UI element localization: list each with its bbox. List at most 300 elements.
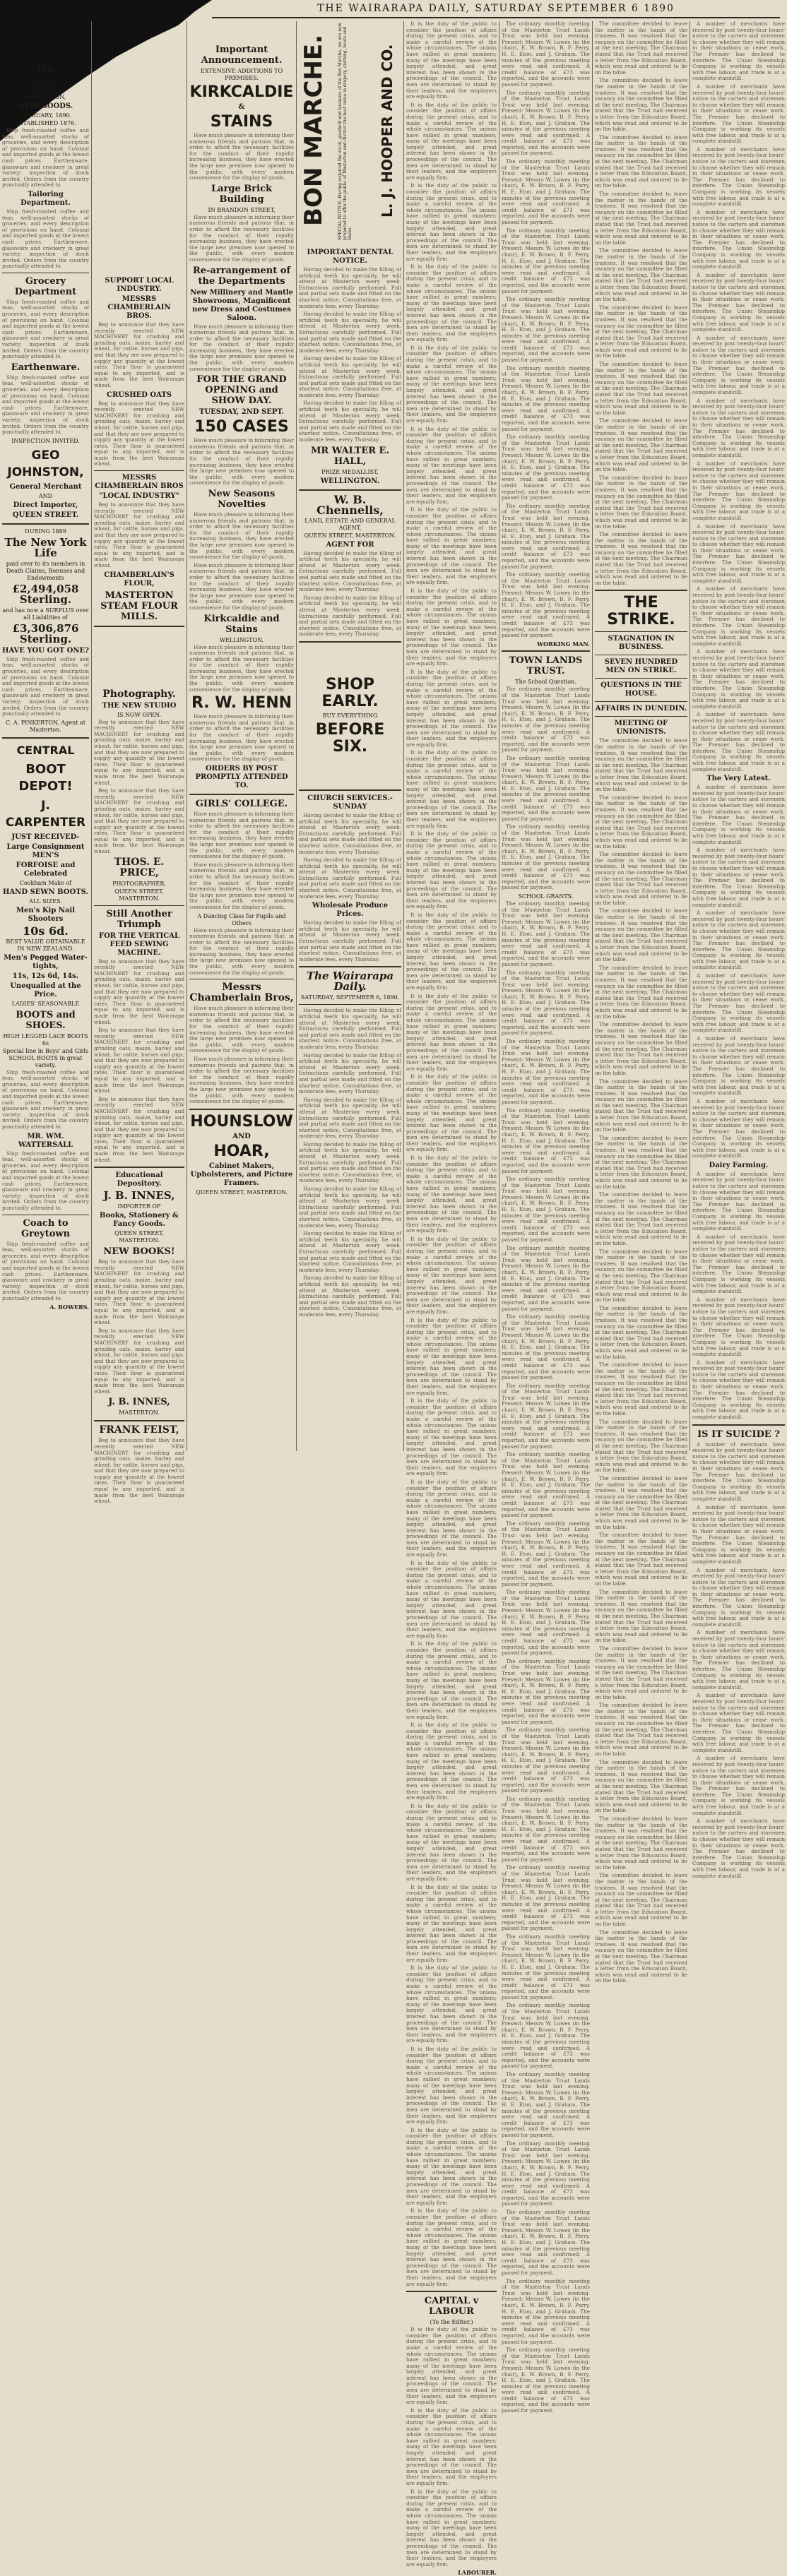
heading: Photography. <box>102 688 176 700</box>
paragraph: Having decided to make the filling of artificial teeth his speciality, he will attend at Masterton every week. Extractions carefully performed. Full and partial sets made and fitted on the shortest notice. Consultations free, at moderate fees, every Thursday. <box>299 355 401 398</box>
column-8 <box>690 20 787 1879</box>
heading: Wholesale Produce Prices. <box>312 902 389 919</box>
heading: FOR THE VERTICAL FEED SEWING MACHINE. <box>99 931 179 957</box>
paragraph: Ship fresh-roasted coffee and teas, well-assorted stocks of groceries, and every description of provisions on hand. Colonial and imported goods at the lowest cash prices. Earthenware, glassware and crockery in great variety; inspection of stock invited. Orders from the country punctually attended to. <box>2 298 89 360</box>
line: QUEEN STREET, MASTERTON. <box>196 1188 288 1195</box>
paragraph: Beg to announce that they have recently erected NEW MACHINERY for crushing and grinding oats, maize, barley and wheat, for cattle, horses and pigs, and that they are now prepared to supply any quantity at the lowest rates. Their flour is guaranteed equal to any imported, and is made from the best Wairarapa wheat. <box>94 718 184 786</box>
heading: IMPORTANT DENTAL NOTICE. <box>307 249 394 265</box>
column-7 <box>593 20 690 1984</box>
line: HIGH LEGGED LACE BOOTS 6s <box>3 1032 88 1046</box>
paragraph: It is the duty of the public to consider the position of affairs during the present crisis, and to make a careful review of the whole circumstances. The unions have rallied in great numbers; many of the meetings have been largely attended, and great interest has been shown in the proceedings of the council. The men are determined to stand by their leaders, and the employers are equally firm. <box>406 344 497 424</box>
paragraph: A number of merchants have received by post twenty-four hours' notice to the carters and storemen to choose whether they will remain in their situations or cease work. The Premier has declined to interfere. The Union Steamship Company is working its vessels with free labour, and trade is at a complete standstill. <box>692 1296 785 1358</box>
paragraph: The ordinary monthly meeting of the Masterton Trust Lands Trust was held last evening. Present: Messrs W. Lowes (in the chair), E. W. Brown, B. F. Perry, H. E. Eton, and J. Graham. The minutes of the previous meeting were read and confirmed. A credit balance of £73 was reported, and the accounts were passed for payment. <box>502 1864 590 1932</box>
paragraph: The committee decided to leave the matter in the hands of the trustees. It was resolved that the vacancy on the committee be filled at the next meeting. The Chairman stated that the Trust had received a letter from the Education Board, which was read and ordered to lie on the table. <box>595 361 687 416</box>
vertical-advert-text: SPECIAL NOTICE.-Having acquired the stock, goodwill and business of the Bon Marche, we are now prepared to offer the public of Masterton and district the best value in drapery, clothing, boots and shoes. <box>338 21 379 240</box>
paragraph: The ordinary monthly meeting of the Masterton Trust Lands Trust was held last evening. Present: Messrs W. Lowes (in the chair), E. W. Brown, B. F. Perry, H. E. Eton, and J. Graham. The minutes of the previous meeting were read and confirmed. A credit balance of £73 was reported, and the accounts were passed for payment. <box>502 823 590 891</box>
paragraph: It is the duty of the public to consider the position of affairs during the present crisis, and to make a careful review of the whole circumstances. The unions have rallied in great numbers; many of the meetings have been largely attended, and great interest has been shown in the proceedings of the council. The men are determined to stand by their leaders, and the employers are equally firm. <box>406 830 497 910</box>
line: ESTABLISHED 1876. <box>15 120 76 126</box>
line: BUY EVERYTHING <box>322 712 378 719</box>
signature: LABOURER. <box>458 2569 497 2576</box>
paragraph: Have much pleasure in informing their numerous friends and patrons that, in order to afford the necessary facilities for the conduct of their rapidly increasing business, they have erected the large new premises now opened to the public, with every modern convenience for the display of goods. <box>189 1005 294 1054</box>
heading: Cabinet Makers, Upholsterers, and Picture Framers. <box>190 1162 293 1187</box>
paragraph: It is the duty of the public to consider the position of affairs during the present crisis, and to make a careful review of the whole circumstances. The unions have rallied in great numbers; many of the meetings have been largely attended, and great interest has been shown in the proceedings of the council. The men are determined to stand by their leaders, and the employers are equally firm. <box>406 911 497 991</box>
paragraph: The ordinary monthly meeting of the Masterton Trust Lands Trust was held last evening. Present: Messrs W. Lowes (in the chair), E. W. Brown, B. F. Perry, H. E. Eton, and J. Graham. The minutes of the previous meeting were read and confirmed. A credit balance of £73 was reported, and the accounts were passed for payment. <box>502 296 590 364</box>
paragraph: A number of merchants have received by post twenty-four hours' notice to the carters and storemen to choose whether they will remain in their situations or cease work. The Premier has declined to interfere. The Union Steamship Company is working its vessels with free labour, and trade is at a complete standstill. <box>692 83 785 145</box>
paragraph: A number of merchants have received by post twenty-four hours' notice to the carters and storemen to choose whether they will remain in their situations or cease work. The Premier has declined to interfere. The Union Steamship Company is working its vessels with free labour, and trade is at a complete standstill. <box>692 1692 785 1753</box>
paragraph: The committee decided to leave the matter in the hands of the trustees. It was resolved that the vacancy on the committee be filled at the next meeting. The Chairman stated that the Trust had received a letter from the Education Board, which was read and ordered to lie on the table. <box>595 964 687 1020</box>
paragraph: The committee decided to leave the matter in the hands of the trustees. It was resolved that the vacancy on the committee be filled at the next meeting. The Chairman stated that the Trust had received a letter from the Education Board, which was read and ordered to lie on the table. <box>595 1645 687 1700</box>
advert-title: J. CARPENTER <box>5 798 86 830</box>
heading: Still Another Triumph <box>106 908 172 930</box>
paragraph: The committee decided to leave the matter in the hands of the trustees. It was resolved that the vacancy on the committee be filled at the next meeting. The Chairman stated that the Trust had received a letter from the Education Board, which was read and ordered to lie on the table. <box>595 474 687 530</box>
paragraph: A number of merchants have received by post twenty-four hours' notice to the carters and storemen to choose whether they will remain in their situations or cease work. The Premier has declined to interfere. The Union Steamship Company is working its vessels with free labour, and trade is at a complete standstill. <box>692 271 785 333</box>
paragraph: Have much pleasure in informing their numerous friends and patrons that, in order to afford the necessary facilities for the conduct of their rapidly increasing business, they have erected the large new premises now opened to the public, with every modern convenience for the display of goods. <box>189 811 294 860</box>
heading: FOR THE GRAND OPENING and SHOW DAY. <box>196 374 287 407</box>
heading: New Millinery and Mantle Showrooms, Magnificent new Dress and Costumes Saloon. <box>190 288 293 322</box>
heading: SEVEN HUNDRED MEN ON STRIKE. <box>604 658 678 675</box>
heading: AFFAIRS IN DUNEDIN. <box>595 705 687 713</box>
heading: £3,306,876 Sterling. <box>12 621 79 645</box>
paragraph: The ordinary monthly meeting of the Masterton Trust Lands Trust was held last evening. Present: Messrs W. Lowes (in the chair), E. W. Brown, B. F. Perry, H. E. Eton, and J. Graham. The minutes of the previous meeting were read and confirmed. A credit balance of £73 was reported, and the accounts were passed for payment. <box>502 1038 590 1105</box>
heading: TO- <box>36 66 55 76</box>
line: AND <box>38 492 53 499</box>
paragraph: A number of merchants have received by post twenty-four hours' notice to the carters and storemen to choose whether they will remain in their situations or cease work. The Premier has declined to interfere. The Union Steamship Company is working its vessels with free labour, and trade is at a complete standstill. <box>692 1233 785 1295</box>
heading: J. B. INNES, <box>108 1397 170 1408</box>
heading: New Seasons Novelties <box>208 489 276 510</box>
heading: BOOTS and SHOES. <box>16 1009 76 1031</box>
paragraph: The committee decided to leave the matter in the hands of the trustees. It was resolved that the vacancy on the committee be filled at the next meeting. The Chairman stated that the Trust had received a letter from the Education Board, which was read and ordered to lie on the table. <box>595 417 687 473</box>
paragraph: Beg to announce that they have recently erected NEW MACHINERY for crushing and grinding oats, maize, barley and wheat, for cattle, horses and pigs, and that they are now prepared to supply any quantity at the lowest rates. Their flour is guaranteed equal to any imported, and is made from the best Wairarapa wheat. <box>94 400 184 467</box>
paragraph: Ship fresh-roasted coffee and teas, well-assorted stocks of groceries, and every description of provisions on hand. Colonial and imported goods at the lowest cash prices. Earthenware, glassware and crockery in great variety; inspection of stock invited. Orders from the country punctually attended to. <box>2 374 89 436</box>
heading: Coach to Greytown <box>20 1217 71 1239</box>
line: erchan <box>35 78 56 85</box>
column-1 <box>0 21 92 1451</box>
paragraph: A number of merchants have received by post twenty-four hours' notice to the carters and storemen to choose whether they will remain in their situations or cease work. The Premier has declined to interfere. The Union Steamship Company is working its vessels with free labour, and trade is at a complete standstill. <box>692 1170 785 1232</box>
paragraph: A number of merchants have received by post twenty-four hours' notice to the carters and storemen to choose whether they will remain in their situations or cease work. The Premier has declined to interfere. The Union Steamship Company is working its vessels with free labour, and trade is at a complete standstill. <box>692 208 785 270</box>
paragraph: The ordinary monthly meeting of the Masterton Trust Lands Trust was held last evening. Present: Messrs W. Lowes (in the chair), E. W. Brown, B. F. Perry, H. E. Eton, and J. Graham. The minutes of the previous meeting were read and confirmed. A credit balance of £73 was reported, and the accounts were passed for payment. <box>502 364 590 432</box>
paragraph: The ordinary monthly meeting of the Masterton Trust Lands Trust was held last evening. Present: Messrs W. Lowes (in the chair), E. W. Brown, B. F. Perry, H. E. Eton, and J. Graham. The minutes of the previous meeting were read and confirmed. A credit balance of £73 was reported, and the accounts were passed for payment. <box>502 434 590 501</box>
paragraph: A number of merchants have received by post twenty-four hours' notice to the carters and storemen to choose whether they will remain in their situations or cease work. The Premier has declined to interfere. The Union Steamship Company is working its vessels with free labour, and trade is at a complete standstill. <box>692 1566 785 1628</box>
line: QUEEN STREET, MASTERTON. <box>114 1230 164 1244</box>
paragraph: The ordinary monthly meeting of the Masterton Trust Lands Trust was held last evening. Present: Messrs W. Lowes (in the chair), E. W. Brown, B. F. Perry, H. E. Eton, and J. Graham. The minutes of the previous meeting were read and confirmed. A credit balance of £73 was reported, and the accounts were passed for payment. <box>502 2071 590 2138</box>
line: MASTERTON. <box>119 1409 160 1417</box>
paragraph: It is the duty of the public to consider the position of affairs during the present crisis, and to make a careful review of the whole circumstances. The unions have rallied in great numbers; many of the meetings have been largely attended, and great interest has been shown in the proceedings of the council. The men are determined to stand by their leaders, and the employers are equally firm. <box>406 1397 497 1477</box>
paragraph: Beg to announce that they have recently erected NEW MACHINERY for crushing and grinding oats, maize, barley and wheat, for cattle, horses and pigs, and that they are now prepared to supply any quantity at the lowest rates. Their flour is guaranteed equal to any imported, and is made from the best Wairarapa wheat. <box>94 1437 184 1505</box>
heading: Grocery Department <box>14 275 77 297</box>
paragraph: The committee decided to leave the matter in the hands of the trustees. It was resolved that the vacancy on the committee be filled at the next meeting. The Chairman stated that the Trust had received a letter from the Education Board, which was read and ordered to lie on the table. <box>595 1928 687 1984</box>
paragraph: It is the duty of the public to consider the position of affairs during the present crisis, and to make a careful review of the whole circumstances. The unions have rallied in great numbers; many of the meetings have been largely attended, and great interest has been shown in the proceedings of the council. The men are determined to stand by their leaders, and the employers are equally firm. <box>406 588 497 667</box>
advert-title: GEO JOHNSTON, <box>7 448 84 479</box>
paragraph: A number of merchants have received by post twenty-four hours' notice to the carters and storemen to choose whether they will remain in their situations or cease work. The Premier has declined to interfere. The Union Steamship Company is working its vessels with free labour, and trade is at a complete standstill. <box>692 523 785 584</box>
line: SATURDAY, SEPTEMBER 6, 1890. <box>300 994 400 1001</box>
paragraph: A number of merchants have received by post twenty-four hours' notice to the carters and storemen to choose whether they will remain in their situations or cease work. The Premier has declined to interfere. The Union Steamship Company is working its vessels with free labour, and trade is at a complete standstill. <box>692 145 785 208</box>
paragraph: It is the duty of the public to consider the position of affairs during the present crisis, and to make a careful review of the whole circumstances. The unions have rallied in great numbers; many of the meetings have been largely attended, and great interest has been shown in the proceedings of the council. The men are determined to stand by their leaders, and the employers are equally firm. <box>406 1722 497 1801</box>
paragraph: The committee decided to leave the matter in the hands of the trustees. It was resolved that the vacancy on the committee be filled at the next meeting. The Chairman stated that the Trust had received a letter from the Education Board, which was read and ordered to lie on the table. <box>595 1248 687 1304</box>
paragraph: The ordinary monthly meeting of the Masterton Trust Lands Trust was held last evening. Present: Messrs W. Lowes (in the chair), E. W. Brown, B. F. Perry, H. E. Eton, and J. Graham. The minutes of the previous meeting were read and confirmed. A credit balance of £73 was reported, and the accounts were passed for payment. <box>502 900 590 967</box>
heading: QUEEN STREET. <box>12 511 79 519</box>
paragraph: It is the duty of the public to consider the position of affairs during the present crisis, and to make a careful review of the whole circumstances. The unions have rallied in great numbers; many of the meetings have been largely attended, and great interest has been shown in the proceedings of the council. The men are determined to stand by their leaders, and the employers are equally firm. <box>406 1235 497 1315</box>
paragraph: The ordinary monthly meeting of the Masterton Trust Lands Trust was held last evening. Present: Messrs W. Lowes (in the chair), E. W. Brown, B. F. Perry, H. E. Eton, and J. Graham. The minutes of the previous meeting were read and confirmed. A credit balance of £73 was reported, and the accounts were passed for payment. <box>502 502 590 570</box>
line: QUEEN STREET, MASTERTON. <box>114 888 164 902</box>
paragraph: Have much pleasure in informing their numerous friends and patrons that, in order to afford the necessary facilities for the conduct of their rapidly increasing business, they have erected the large new premises now opened to the public, with every modern convenience for the display of goods. <box>189 323 294 372</box>
paragraph: Have much pleasure in informing their numerous friends and patrons that, in order to afford the necessary facilities for the conduct of their rapidly increasing business, they have erected the large new premises now opened to the public, with every modern convenience for the display of goods. <box>189 1056 294 1105</box>
paragraph: A number of merchants have received by post twenty-four hours' notice to the carters and storemen to choose whether they will remain in their situations or cease work. The Premier has declined to interfere. The Union Steamship Company is working its vessels with free labour, and trade is at a complete standstill. <box>692 1503 785 1565</box>
paragraph: The ordinary monthly meeting of the Masterton Trust Lands Trust was held last evening. Present: Messrs W. Lowes (in the chair), E. W. Brown, B. F. Perry, H. E. Eton, and J. Graham. The minutes of the previous meeting were read and confirmed. A credit balance of £73 was reported, and the accounts were passed for payment. <box>502 754 590 822</box>
heading: Men's Kip Nail Shooters <box>16 906 76 923</box>
heading: Books, Stationery & Fancy Goods. <box>100 1212 179 1229</box>
heading: NEW BOOKS! <box>103 1246 175 1258</box>
column-5 <box>404 20 499 2576</box>
heading: & <box>238 103 245 111</box>
paragraph: Ship fresh-roasted coffee and teas, well-assorted stocks of groceries, and every description of provisions on hand. Colonial and imported goods at the lowest cash prices. Earthenware, glassware and crockery in great variety; inspection of stock invited. Orders from the country punctually attended to. <box>2 655 89 717</box>
paragraph: A number of merchants have received by post twenty-four hours' notice to the carters and storemen to choose whether they will remain in their situations or cease work. The Premier has declined to interfere. The Union Steamship Company is working its vessels with free labour, and trade is at a complete standstill. <box>692 1818 785 1879</box>
paragraph: Have much pleasure in informing their numerous friends and patrons that, in order to afford the necessary facilities for the conduct of their rapidly increasing business, they have erected the large new premises now opened to the public, with every modern convenience for the display of goods. <box>189 511 294 561</box>
advert-title: HOAR, <box>213 1142 270 1160</box>
paragraph: It is the duty of the public to consider the position of affairs during the present crisis, and to make a careful review of the whole circumstances. The unions have rallied in great numbers; many of the meetings have been largely attended, and great interest has been shown in the proceedings of the council. The men are determined to stand by their leaders, and the employers are equally firm. <box>406 2488 497 2568</box>
paragraph: The ordinary monthly meeting of the Masterton Trust Lands Trust was held last evening. Present: Messrs W. Lowes (in the chair), E. W. Brown, B. F. Perry, H. E. Eton, and J. Graham. The minutes of the previous meeting were read and confirmed. A credit balance of £73 was reported, and the accounts were passed for payment. <box>502 1657 590 1725</box>
heading: CHURCH SERVICES.-SUNDAY <box>307 794 393 811</box>
heading: Large Brick Building <box>211 183 272 205</box>
heading: Re-arrangement of the Departments <box>192 265 291 287</box>
paragraph: A number of merchants have received by post twenty-four hours' notice to the carters and storemen to choose whether they will remain in their situations or cease work. The Premier has declined to interfere. The Union Steamship Company is working its vessels with free labour, and trade is at a complete standstill. <box>692 397 785 458</box>
advert-title: THE STRIKE. <box>607 594 675 629</box>
paragraph: The ordinary monthly meeting of the Masterton Trust Lands Trust was held last evening. Present: Messrs W. Lowes (in the chair), E. W. Brown, B. F. Perry, H. E. Eton, and J. Graham. The minutes of the previous meeting were read and confirmed. A credit balance of £73 was reported, and the accounts were passed for payment. <box>502 2347 590 2414</box>
paragraph: Having decided to make the filling of artificial teeth his speciality, he will attend at Masterton every week. Extractions carefully performed. Full and partial sets made and fitted on the shortest notice. Consultations free, at moderate fees, every Thursday. <box>299 400 401 443</box>
hooper-vertical-title: L. J. HOOPER AND CO. <box>379 21 401 240</box>
paragraph: It is the duty of the public to consider the position of affairs during the present crisis, and to make a careful review of the whole circumstances. The unions have rallied in great numbers; many of the meetings have been largely attended, and great interest has been shown in the proceedings of the council. The men are determined to stand by their leaders, and the employers are equally firm. <box>406 1155 497 1234</box>
paragraph: It is the duty of the public to consider the position of affairs during the present crisis, and to make a careful review of the whole circumstances. The unions have rallied in great numbers; many of the meetings have been largely attended, and great interest has been shown in the proceedings of the council. The men are determined to stand by their leaders, and the employers are equally firm. <box>406 992 497 1072</box>
heading: HAND SEWN BOOTS. <box>2 888 89 896</box>
heading: MESSRS CHAMBERLAIN BROS. <box>107 295 171 320</box>
heading: Educational Depository. <box>115 1171 163 1188</box>
line: paid over to its members in Death Claims, Bonuses and Endowments <box>6 560 85 581</box>
heading: Direct Importer, <box>13 501 78 509</box>
heading: The New York Life <box>4 535 87 559</box>
paragraph: Have much pleasure in informing their numerous friends and patrons that, in order to afford the necessary facilities for the conduct of their rapidly increasing business, they have erected the large new premises now opened to the public, with every modern convenience for the display of goods. <box>189 213 294 263</box>
paragraph: It is the duty of the public to consider the position of affairs during the present crisis, and to make a careful review of the whole circumstances. The unions have rallied in great numbers; many of the meetings have been largely attended, and great interest has been shown in the proceedings of the council. The men are determined to stand by their leaders, and the employers are equally firm. <box>406 668 497 748</box>
paragraph: The committee decided to leave the matter in the hands of the trustees. It was resolved that the vacancy on the committee be filled at the next meeting. The Chairman stated that the Trust had received a letter from the Education Board, which was read and ordered to lie on the table. <box>595 1474 687 1530</box>
paragraph: The committee decided to leave the matter in the hands of the trustees. It was resolved that the vacancy on the committee be filled at the next meeting. The Chairman stated that the Trust had received a letter from the Education Board, which was read and ordered to lie on the table. <box>595 1702 687 1758</box>
line: and has now a SURPLUS over all Liabilities of <box>2 607 89 621</box>
paragraph: A number of merchants have received by post twenty-four hours' notice to the carters and storemen to choose whether they will remain in their situations or cease work. The Premier has declined to interfere. The Union Steamship Company is working its vessels with free labour, and trade is at a complete standstill. <box>692 784 785 845</box>
paragraph: Having decided to make the filling of artificial teeth his speciality, he will attend at Masterton every week. Extractions carefully performed. Full and partial sets made and fitted on the shortest notice. Consultations free, at moderate fees, every Thursday. <box>299 266 401 309</box>
paragraph: Having decided to make the filling of artificial teeth his speciality, he will attend at Masterton every week. Extractions carefully performed. Full and partial sets made and fitted on the shortest notice. Consultations free, at moderate fees, every Thursday. <box>299 1140 401 1184</box>
paragraph: The ordinary monthly meeting of the Masterton Trust Lands Trust was held last evening. Present: Messrs W. Lowes (in the chair), E. W. Brown, B. F. Perry, H. E. Eton, and J. Graham. The minutes of the previous meeting were read and confirmed. A credit balance of £73 was reported, and the accounts were passed for payment. <box>502 1795 590 1863</box>
heading: CHAMBERLAIN'S FLOUR, <box>104 571 174 588</box>
paragraph: It is the duty of the public to consider the position of affairs during the present crisis, and to make a careful review of the whole circumstances. The unions have rallied in great numbers; many of the meetings have been largely attended, and great interest has been shown in the proceedings of the council. The men are determined to stand by their leaders, and the employers are equally firm. <box>406 101 497 181</box>
paragraph: Beg to announce that they have recently erected NEW MACHINERY for crushing and grinding oats, maize, barley and wheat, for cattle, horses and pigs, and that they are now prepared to supply any quantity at the lowest rates. Their flour is guaranteed equal to any imported, and is made from the best Wairarapa wheat. <box>94 501 184 568</box>
paragraph: Ship fresh-roasted coffee and teas, well-assorted stocks of groceries, and every description of provisions on hand. Colonial and imported goods at the lowest cash prices. Earthenware, glassware and crockery in great variety; inspection of stock invited. Orders from the country punctually attended to. <box>2 208 89 270</box>
paragraph: Have much pleasure in informing their numerous friends and patrons that, in order to afford the necessary facilities for the conduct of their rapidly increasing business, they have erected the large new premises now opened to the public, with every modern convenience for the display of goods. <box>189 643 294 693</box>
paragraph: Ship fresh-roasted coffee and teas, well-assorted stocks of groceries, and every description of provisions on hand. Colonial and imported goods at the lowest cash prices. Earthenware, glassware and crockery in great variety; inspection of stock invited. Orders from the country punctually attended to. <box>2 127 89 189</box>
paragraph: Having decided to make the filling of artificial teeth his speciality, he will attend at Masterton every week. Extractions carefully performed. Full and partial sets made and fitted on the shortest notice. Consultations free, at moderate fees, every Thursday. <box>299 594 401 638</box>
column-2 <box>92 21 187 1505</box>
paragraph: The ordinary monthly meeting of the Masterton Trust Lands Trust was held last evening. Present: Messrs W. Lowes (in the chair), E. W. Brown, B. F. Perry, H. E. Eton, and J. Graham. The minutes of the previous meeting were read and confirmed. A credit balance of £73 was reported, and the accounts were passed for payment. <box>502 686 590 753</box>
paragraph: The committee decided to leave the matter in the hands of the trustees. It was resolved that the vacancy on the committee be filled at the next meeting. The Chairman stated that the Trust had received a letter from the Education Board, which was read and ordered to lie on the table. <box>595 20 687 76</box>
paragraph: Having decided to make the filling of artificial teeth his speciality, he will attend at Masterton every week. Extractions carefully performed. Full and partial sets made and fitted on the shortest notice. Consultations free, at moderate fees, every Thursday. <box>299 811 401 855</box>
paragraph: The committee decided to leave the matter in the hands of the trustees. It was resolved that the vacancy on the committee be filled at the next meeting. The Chairman stated that the Trust had received a letter from the Education Board, which was read and ordered to lie on the table. <box>595 1134 687 1190</box>
paragraph: It is the duty of the public to consider the position of affairs during the present crisis, and to make a careful review of the whole circumstances. The unions have rallied in great numbers; many of the meetings have been largely attended, and great interest has been shown in the proceedings of the council. The men are determined to stand by their leaders, and the employers are equally firm. <box>406 263 497 343</box>
line: C. A. PINKERTON, Agent at Masterton. <box>5 719 86 733</box>
heading: FORFOISE and Celebrated <box>16 861 76 878</box>
line: EXTENSIVE ADDITIONS TO PREMISES. <box>200 68 283 81</box>
heading: STAGNATION IN BUSINESS. <box>608 635 675 652</box>
paragraph: It is the duty of the public to consider the position of affairs during the present crisis, and to make a careful review of the whole circumstances. The unions have rallied in great numbers; many of the meetings have been largely attended, and great interest has been shown in the proceedings of the council. The men are determined to stand by their leaders, and the employers are equally firm. <box>406 1316 497 1396</box>
heading: W. B. Chennells, <box>316 492 384 517</box>
line: LADIES' SEASONABLE <box>11 1000 80 1007</box>
heading: MASTERTON STEAM FLOUR MILLS. <box>100 590 178 622</box>
paragraph: A number of merchants have received by post twenty-four hours' notice to the carters and storemen to choose whether they will remain in their situations or cease work. The Premier has declined to interfere. The Union Steamship Company is working its vessels with free labour, and trade is at a complete standstill. <box>692 20 785 82</box>
paragraph: It is the duty of the public to consider the position of affairs during the present crisis, and to make a careful review of the whole circumstances. The unions have rallied in great numbers; many of the meetings have been largely attended, and great interest has been shown in the proceedings of the council. The men are determined to stand by their leaders, and the employers are equally firm. <box>406 1883 497 1963</box>
paragraph: It is the duty of the public to consider the position of affairs during the present crisis, and to make a careful review of the whole circumstances. The unions have rallied in great numbers; many of the meetings have been largely attended, and great interest has been shown in the proceedings of the council. The men are determined to stand by their leaders, and the employers are equally firm. <box>406 1478 497 1558</box>
paragraph: The ordinary monthly meeting of the Masterton Trust Lands Trust was held last evening. Present: Messrs W. Lowes (in the chair), E. W. Brown, B. F. Perry, H. E. Eton, and J. Graham. The minutes of the previous meeting were read and confirmed. A credit balance of £73 was reported, and the accounts were passed for payment. <box>502 20 590 88</box>
advert-title: R. W. HENN <box>191 694 292 712</box>
paragraph: A number of merchants have received by post twenty-four hours' notice to the carters and storemen to choose whether they will remain in their situations or cease work. The Premier has declined to interfere. The Union Steamship Company is working its vessels with free labour, and trade is at a complete standstill. <box>692 1097 785 1159</box>
paragraph: The ordinary monthly meeting of the Masterton Trust Lands Trust was held last evening. Present: Messrs W. Lowes (in the chair), E. W. Brown, B. F. Perry, H. E. Eton, and J. Graham. The minutes of the previous meeting were read and confirmed. A credit balance of £73 was reported, and the accounts were passed for payment. <box>502 1176 590 1244</box>
heading: Kirkcaldie and Stains <box>203 613 280 635</box>
paragraph: It is the duty of the public to consider the position of affairs during the present crisis, and to make a careful review of the whole circumstances. The unions have rallied in great numbers; many of the meetings have been largely attended, and great interest has been shown in the proceedings of the council. The men are determined to stand by their leaders, and the employers are equally firm. <box>406 2045 497 2125</box>
advert-title: BEFORE SIX. <box>315 720 385 756</box>
paragraph: Having decided to make the filling of artificial teeth his speciality, he will attend at Masterton every week. Extractions carefully performed. Full and partial sets made and fitted on the shortest notice. Consultations free, at moderate fees, every Thursday. <box>299 311 401 354</box>
heading: The Very Latest. <box>706 775 771 783</box>
paragraph: A number of merchants have received by post twenty-four hours' notice to the carters and storemen to choose whether they will remain in their situations or cease work. The Premier has declined to interfere. The Union Steamship Company is working its vessels with free labour, and trade is at a complete standstill. <box>692 711 785 773</box>
heading: SUPPORT LOCAL INDUSTRY. <box>105 277 174 293</box>
heading: AGENT FOR <box>326 540 374 549</box>
heading: TUESDAY, 2ND SEPT. <box>199 408 284 417</box>
line: IMPORTER OF <box>117 1203 161 1210</box>
paragraph: It is the duty of the public to consider the position of affairs during the present crisis, and to make a careful review of the whole circumstances. The unions have rallied in great numbers; many of the meetings have been largely attended, and great interest has been shown in the proceedings of the council. The men are determined to stand by their leaders, and the employers are equally firm. <box>406 2126 497 2206</box>
heading: £2,494,058 Sterling. <box>12 582 79 606</box>
paragraph: The ordinary monthly meeting of the Masterton Trust Lands Trust was held last evening. Present: Messrs W. Lowes (in the chair), E. W. Brown, B. F. Perry, H. E. Eton, and J. Graham. The minutes of the previous meeting were read and confirmed. A credit balance of £73 was reported, and the accounts were passed for payment. <box>502 1244 590 1312</box>
line: mporter. <box>33 86 58 93</box>
heading: AND <box>232 1132 251 1140</box>
paragraph: Having decided to make the filling of artificial teeth his speciality, he will attend at Masterton every week. Extractions carefully performed. Full and partial sets made and fitted on the shortest notice. Consultations free, at moderate fees, every Thursday. <box>299 857 401 900</box>
column-3 <box>187 21 297 1451</box>
heading: Tailoring Department. <box>20 190 71 207</box>
paragraph: A number of merchants have received by post twenty-four hours' notice to the carters and storemen to choose whether they will remain in their situations or cease work. The Premier has declined to interfere. The Union Steamship Company is working its vessels with free labour, and trade is at a complete standstill. <box>692 1035 785 1097</box>
paragraph: The committee decided to leave the matter in the hands of the trustees. It was resolved that the vacancy on the committee be filled at the next meeting. The Chairman stated that the Trust had received a letter from the Education Board, which was read and ordered to lie on the table. <box>595 1872 687 1928</box>
paragraph: The committee decided to leave the matter in the hands of the trustees. It was resolved that the vacancy on the committee be filled at the next meeting. The Chairman stated that the Trust had received a letter from the Education Board, which was read and ordered to lie on the table. <box>595 1021 687 1076</box>
line: Special line in Boys' and Girls SCHOOL BOOTS in great variety. <box>2 1047 89 1068</box>
paragraph: The ordinary monthly meeting of the Masterton Trust Lands Trust was held last evening. Present: Messrs W. Lowes (in the chair), E. W. Brown, B. F. Perry, H. E. Eton, and J. Graham. The minutes of the previous meeting were read and confirmed. A credit balance of £73 was reported, and the accounts were passed for payment. <box>502 2209 590 2276</box>
paragraph: A number of merchants have received by post twenty-four hours' notice to the carters and storemen to choose whether they will remain in their situations or cease work. The Premier has declined to interfere. The Union Steamship Company is working its vessels with free labour, and trade is at a complete standstill. <box>692 648 785 710</box>
paragraph: Have much pleasure in informing their numerous friends and patrons that, in order to afford the necessary facilities for the conduct of their rapidly increasing business, they have erected the large new premises now opened to the public, with every modern convenience for the display of goods. <box>189 132 294 181</box>
paragraph: The committee decided to leave the matter in the hands of the trustees. It was resolved that the vacancy on the committee be filled at the next meeting. The Chairman stated that the Trust had received a letter from the Education Board, which was read and ordered to lie on the table. <box>595 247 687 303</box>
paragraph: It is the duty of the public to consider the position of affairs during the present crisis, and to make a careful review of the whole circumstances. The unions have rallied in great numbers; many of the meetings have been largely attended, and great interest has been shown in the proceedings of the council. The men are determined to stand by their leaders, and the employers are equally firm. <box>406 2407 497 2486</box>
paragraph: A number of merchants have received by post twenty-four hours' notice to the carters and storemen to choose whether they will remain in their situations or cease work. The Premier has declined to interfere. The Union Steamship Company is working its vessels with free labour, and trade is at a complete standstill. <box>692 1441 785 1502</box>
line: A Dancing Class for Pupils and Others <box>197 912 286 926</box>
masthead: THE WAIRARAPA DAILY, SATURDAY SEPTEMBER 6 1890 <box>212 3 780 18</box>
paragraph: Having decided to make the filling of artificial teeth his speciality, he will attend at Masterton every week. Extractions carefully performed. Full and partial sets made and fitted on the shortest notice. Consultations free, at moderate fees, every Thursday. <box>299 1096 401 1140</box>
heading: THOS. E. PRICE, <box>114 856 165 878</box>
advert-title: SHOP EARLY. <box>321 675 379 710</box>
line: LAND, ESTATE AND GENERAL AGENT, <box>304 517 396 531</box>
column-6 <box>499 20 593 2414</box>
paragraph: It is the duty of the public to consider the position of affairs during the present crisis, and to make a careful review of the whole circumstances. The unions have rallied in great numbers; many of the meetings have been largely attended, and great interest has been shown in the proceedings of the council. The men are determined to stand by their leaders, and the employers are equally firm. <box>406 2207 497 2287</box>
heading: TOWN LANDS TRUST. <box>509 655 583 677</box>
paragraph: The ordinary monthly meeting of the Masterton Trust Lands Trust was held last evening. Present: Messrs W. Lowes (in the chair), E. W. Brown, B. F. Perry, H. E. Eton, and J. Graham. The minutes of the previous meeting were read and confirmed. A credit balance of £73 was reported, and the accounts were passed for payment. <box>502 1933 590 2000</box>
paragraph: The committee decided to leave the matter in the hands of the trustees. It was resolved that the vacancy on the committee be filled at the next meeting. The Chairman stated that the Trust had received a letter from the Education Board, which was read and ordered to lie on the table. <box>595 737 687 793</box>
paragraph: The committee decided to leave the matter in the hands of the trustees. It was resolved that the vacancy on the committee be filled at the next meeting. The Chairman stated that the Trust had received a letter from the Education Board, which was read and ordered to lie on the table. <box>595 794 687 849</box>
heading: General Merchant <box>9 482 82 491</box>
paragraph: The committee decided to leave the matter in the hands of the trustees. It was resolved that the vacancy on the committee be filled at the next meeting. The Chairman stated that the Trust had received a letter from the Education Board, which was read and ordered to lie on the table. <box>595 191 687 246</box>
advert-title: HOUNSLOW <box>190 1112 293 1131</box>
line: PHOTOGRAPHER, <box>112 880 166 887</box>
paragraph: A number of merchants have received by post twenty-four hours' notice to the carters and storemen to choose whether they will remain in their situations or cease work. The Premier has declined to interfere. The Union Steamship Company is working its vessels with free labour, and trade is at a complete standstill. <box>692 1359 785 1421</box>
paragraph: It is the duty of the public to consider the position of affairs during the present crisis, and to make a careful review of the whole circumstances. The unions have rallied in great numbers; many of the meetings have been largely attended, and great interest has been shown in the proceedings of the council. The men are determined to stand by their leaders, and the employers are equally firm. <box>406 425 497 505</box>
signature: WORKING MAN. <box>537 640 590 648</box>
paragraph: Have much pleasure in informing their numerous friends and patrons that, in order to afford the necessary facilities for the conduct of their rapidly increasing business, they have erected the large new premises now opened to the public, with every modern convenience for the display of goods. <box>189 561 294 611</box>
paragraph: Beg to announce that they have recently erected NEW MACHINERY for crushing and grinding oats, maize, barley and wheat, for cattle, horses and pigs, and that they are now prepared to supply any quantity at the lowest rates. Their flour is guaranteed equal to any imported, and is made from the best Wairarapa wheat. <box>94 1327 184 1395</box>
heading: "LOCAL INDUSTRY" <box>99 492 179 501</box>
paragraph: Ship fresh-roasted coffee and teas, well-assorted stocks of groceries, and every description of provisions on hand. Colonial and imported goods at the lowest cash prices. Earthenware, glassware and crockery in great variety; inspection of stock invited. Orders from the country punctually attended to. <box>2 1150 89 1211</box>
heading: HAVE YOU GOT ONE? <box>2 646 89 655</box>
paragraph: The committee decided to leave the matter in the hands of the trustees. It was resolved that the vacancy on the committee be filled at the next meeting. The Chairman stated that the Trust had received a letter from the Education Board, which was read and ordered to lie on the table. <box>595 77 687 133</box>
heading: 11s, 12s 6d, 14s. <box>12 972 79 980</box>
paragraph: It is the duty of the public to consider the position of affairs during the present crisis, and to make a careful review of the whole circumstances. The unions have rallied in great numbers; many of the meetings have been largely attended, and great interest has been shown in the proceedings of the council. The men are determined to stand by their leaders, and the employers are equally firm. <box>406 1964 497 2044</box>
paragraph: It is the duty of the public to consider the position of affairs during the present crisis, and to make a careful review of the whole circumstances. The unions have rallied in great numbers; many of the meetings have been largely attended, and great interest has been shown in the proceedings of the council. The men are determined to stand by their leaders, and the employers are equally firm. <box>406 749 497 829</box>
paragraph: Having decided to make the filling of artificial teeth his speciality, he will attend at Masterton every week. Extractions carefully performed. Full and partial sets made and fitted on the shortest notice. Consultations free, at moderate fees, every Thursday. <box>299 1230 401 1273</box>
paragraph: The committee decided to leave the matter in the hands of the trustees. It was resolved that the vacancy on the committee be filled at the next meeting. The Chairman stated that the Trust had received a letter from the Education Board, which was read and ordered to lie on the table. <box>595 851 687 906</box>
advert-title: 150 CASES <box>194 418 289 436</box>
line: (To the Editor.) <box>430 2319 473 2326</box>
paragraph: A number of merchants have received by post twenty-four hours' notice to the carters and storemen to choose whether they will remain in their situations or cease work. The Premier has declined to interfere. The Union Steamship Company is working its vessels with free labour, and trade is at a complete standstill. <box>692 972 785 1034</box>
heading: The Wairarapa Daily. <box>306 970 394 994</box>
paragraph: Having decided to make the filling of artificial teeth his speciality, he will attend at Masterton every week. Extractions carefully performed. Full and partial sets made and fitted on the shortest notice. Consultations free, at moderate fees, every Thursday. <box>299 1051 401 1095</box>
paragraph: A number of merchants have received by post twenty-four hours' notice to the carters and storemen to choose whether they will remain in their situations or cease work. The Premier has declined to interfere. The Union Steamship Company is working its vessels with free labour, and trade is at a complete standstill. <box>692 847 785 908</box>
heading: CAPITAL v LABOUR <box>424 2296 479 2318</box>
signature: A. BOWERS. <box>49 1303 89 1311</box>
paragraph: The ordinary monthly meeting of the Masterton Trust Lands Trust was held last evening. Present: Messrs W. Lowes (in the chair), E. W. Brown, B. F. Perry, H. E. Eton, and J. Graham. The minutes of the previous meeting were read and confirmed. A credit balance of £73 was reported, and the accounts were passed for payment. <box>502 158 590 225</box>
heading: J. B. INNES, <box>103 1189 175 1203</box>
paragraph: The committee decided to leave the matter in the hands of the trustees. It was resolved that the vacancy on the committee be filled at the next meeting. The Chairman stated that the Trust had received a letter from the Education Board, which was read and ordered to lie on the table. <box>595 907 687 963</box>
bon-marche-vertical-title: BON MARCHE. <box>300 21 336 240</box>
heading: WELLINGTON. <box>320 477 380 485</box>
paragraph: The ordinary monthly meeting of the Masterton Trust Lands Trust was held last evening. Present: Messrs W. Lowes (in the chair), E. W. Brown, B. F. Perry, H. E. Eton, and J. Graham. The minutes of the previous meeting were read and confirmed. A credit balance of £73 was reported, and the accounts were passed for payment. <box>502 227 590 294</box>
paragraph: The committee decided to leave the matter in the hands of the trustees. It was resolved that the vacancy on the committee be filled at the next meeting. The Chairman stated that the Trust had received a letter from the Education Board, which was read and ordered to lie on the table. <box>595 133 687 189</box>
paragraph: Beg to announce that they have recently erected NEW MACHINERY for crushing and grinding oats, maize, barley and wheat, for cattle, horses and pigs, and that they are now prepared to supply any quantity at the lowest rates. Their flour is guaranteed equal to any imported, and is made from the best Wairarapa wheat. <box>94 1027 184 1095</box>
line: SCHOOL GRANTS. <box>518 893 574 900</box>
paragraph: A number of merchants have received by post twenty-four hours' notice to the carters and storemen to choose whether they will remain in their situations or cease work. The Premier has declined to interfere. The Union Steamship Company is working its vessels with free labour, and trade is at a complete standstill. <box>692 910 785 971</box>
heading: GIRLS' COLLEGE. <box>195 799 288 809</box>
paragraph: The ordinary monthly meeting of the Masterton Trust Lands Trust was held last evening. Present: Messrs W. Lowes (in the chair), E. W. Brown, B. F. Perry, H. E. Eton, and J. Graham. The minutes of the previous meeting were read and confirmed. A credit balance of £73 was reported, and the accounts were passed for payment. <box>502 571 590 639</box>
paragraph: A number of merchants have received by post twenty-four hours' notice to the carters and storemen to choose whether they will remain in their situations or cease work. The Premier has declined to interfere. The Union Steamship Company is working its vessels with free labour, and trade is at a complete standstill. <box>692 334 785 396</box>
paragraph: The ordinary monthly meeting of the Masterton Trust Lands Trust was held last evening. Present: Messrs W. Lowes (in the chair), E. W. Brown, B. F. Perry, H. E. Eton, and J. Graham. The minutes of the previous meeting were read and confirmed. A credit balance of £73 was reported, and the accounts were passed for payment. <box>502 1382 590 1450</box>
paragraph: A number of merchants have received by post twenty-four hours' notice to the carters and storemen to choose whether they will remain in their situations or cease work. The Premier has declined to interfere. The Union Steamship Company is working its vessels with free labour, and trade is at a complete standstill. <box>692 460 785 521</box>
paragraph: It is the duty of the public to consider the position of affairs during the present crisis, and to make a careful review of the whole circumstances. The unions have rallied in great numbers; many of the meetings have been largely attended, and great interest has been shown in the proceedings of the council. The men are determined to stand by their leaders, and the employers are equally firm. <box>406 20 497 100</box>
heading: Important Announcement. <box>201 44 283 66</box>
paragraph: Beg to announce that they have recently erected NEW MACHINERY for crushing and grinding oats, maize, barley and wheat, for cattle, horses and pigs, and that they are now prepared to supply any quantity at the lowest rates. Their flour is guaranteed equal to any imported, and is made from the best Wairarapa wheat. <box>94 787 184 855</box>
line: BEST VALUE OBTAINABLE IN NEW ZEALAND. <box>6 938 85 952</box>
line: WELLINGTON. <box>219 636 264 643</box>
paragraph: The committee decided to leave the matter in the hands of the trustees. It was resolved that the vacancy on the committee be filled at the next meeting. The Chairman stated that the Trust had received a letter from the Education Board, which was read and ordered to lie on the table. <box>595 1532 687 1587</box>
paragraph: The committee decided to leave the matter in the hands of the trustees. It was resolved that the vacancy on the committee be filled at the next meeting. The Chairman stated that the Trust had received a letter from the Education Board, which was read and ordered to lie on the table. <box>595 1815 687 1871</box>
heading: QUESTIONS IN THE HOUSE. <box>600 681 682 698</box>
heading: ORDERS BY POST PROMPTLY ATTENDED TO. <box>195 765 288 789</box>
heading: Dairy Farming. <box>709 1161 769 1169</box>
line: IN BRANDON STREET, <box>208 206 276 213</box>
paragraph: Have much pleasure in informing their numerous friends and patrons that, in order to afford the necessary facilities for the conduct of their rapidly increasing business, they have erected the large new premises now opened to the public, with every modern convenience for the display of goods. <box>189 713 294 763</box>
paragraph: It is the duty of the public to consider the position of affairs during the present crisis, and to make a careful review of the whole circumstances. The unions have rallied in great numbers; many of the meetings have been largely attended, and great interest has been shown in the proceedings of the council. The men are determined to stand by their leaders, and the employers are equally firm. <box>406 1073 497 1153</box>
paragraph: The committee decided to leave the matter in the hands of the trustees. It was resolved that the vacancy on the committee be filled at the next meeting. The Chairman stated that the Trust had received a letter from the Education Board, which was read and ordered to lie on the table. <box>595 1758 687 1814</box>
heading: MEETING OF UNIONISTS. <box>614 720 668 737</box>
paragraph: The committee decided to leave the matter in the hands of the trustees. It was resolved that the vacancy on the committee be filled at the next meeting. The Chairman stated that the Trust had received a letter from the Education Board, which was read and ordered to lie on the table. <box>595 304 687 359</box>
line: The School Question. <box>515 679 576 686</box>
paragraph: Having decided to make the filling of artificial teeth his speciality, he will attend at Masterton every week. Extractions carefully performed. Full and partial sets made and fitted on the shortest notice. Consultations free, at moderate fees, every Thursday. <box>299 919 401 962</box>
paragraph: Ship fresh-roasted coffee and teas, well-assorted stocks of groceries, and every description of provisions on hand. Colonial and imported goods at the lowest cash prices. Earthenware, glassware and crockery in great variety; inspection of stock invited. Orders from the country punctually attended to. <box>2 1240 89 1301</box>
heading: THE NEW STUDIO <box>102 701 177 710</box>
heading: IS IT SUICIDE ? <box>697 1429 780 1440</box>
line: IS NOW OPEN. <box>117 711 162 718</box>
paragraph: It is the duty of the public to consider the position of affairs during the present crisis, and to make a careful review of the whole circumstances. The unions have rallied in great numbers; many of the meetings have been largely attended, and great interest has been shown in the proceedings of the council. The men are determined to stand by their leaders, and the employers are equally firm. <box>406 1559 497 1639</box>
paragraph: It is the duty of the public to consider the position of affairs during the present crisis, and to make a careful review of the whole circumstances. The unions have rallied in great numbers; many of the meetings have been largely attended, and great interest has been shown in the proceedings of the council. The men are determined to stand by their leaders, and the employers are equally firm. <box>406 2326 497 2406</box>
paragraph: Beg to announce that they have recently erected NEW MACHINERY for crushing and grinding oats, maize, barley and wheat, for cattle, horses and pigs, and that they are now prepared to supply any quantity at the lowest rates. Their flour is guaranteed equal to any imported, and is made from the best Wairarapa wheat. <box>94 321 184 388</box>
line: PRIZE MEDALLIST, <box>321 468 379 475</box>
paragraph: Have much pleasure in informing their numerous friends and patrons that, in order to afford the necessary facilities for the conduct of their rapidly increasing business, they have erected the large new premises now opened to the public, with every modern convenience for the display of goods. <box>189 437 294 487</box>
paragraph: A number of merchants have received by post twenty-four hours' notice to the carters and storemen to choose whether they will remain in their situations or cease work. The Premier has declined to interfere. The Union Steamship Company is working its vessels with free labour, and trade is at a complete standstill. <box>692 1629 785 1690</box>
paragraph: The committee decided to leave the matter in the hands of the trustees. It was resolved that the vacancy on the committee be filled at the next meeting. The Chairman stated that the Trust had received a letter from the Education Board, which was read and ordered to lie on the table. <box>595 1361 687 1417</box>
line: DURING 1889 <box>25 527 66 535</box>
paragraph: The ordinary monthly meeting of the Masterton Trust Lands Trust was held last evening. Present: Messrs W. Lowes (in the chair), E. W. Brown, B. F. Perry, H. E. Eton, and J. Graham. The minutes of the previous meeting were read and confirmed. A credit balance of £73 was reported, and the accounts were passed for payment. <box>502 2277 590 2345</box>
paragraph: Having decided to make the filling of artificial teeth his speciality, he will attend at Masterton every week. Extractions carefully performed. Full and partial sets made and fitted on the shortest notice. Consultations free, at moderate fees, every Thursday. <box>299 1275 401 1318</box>
heading: JUST RECEIVED- <box>11 833 80 841</box>
heading: Earthenware. <box>11 362 81 373</box>
paragraph: It is the duty of the public to consider the position of affairs during the present crisis, and to make a careful review of the whole circumstances. The unions have rallied in great numbers; many of the meetings have been largely attended, and great interest has been shown in the proceedings of the council. The men are determined to stand by their leaders, and the employers are equally firm. <box>406 1640 497 1720</box>
heading: MESSRS CHAMBERLAIN BROS <box>95 474 184 491</box>
line: FEBRUARY, 1890. <box>19 112 72 119</box>
heading: Messrs Chamberlain Bros, <box>189 982 294 1004</box>
paragraph: It is the duty of the public to consider the position of affairs during the present crisis, and to make a careful review of the whole circumstances. The unions have rallied in great numbers; many of the meetings have been largely attended, and great interest has been shown in the proceedings of the council. The men are determined to stand by their leaders, and the employers are equally firm. <box>406 182 497 262</box>
line: MASTERTON, <box>25 94 66 100</box>
paragraph: The committee decided to leave the matter in the hands of the trustees. It was resolved that the vacancy on the committee be filled at the next meeting. The Chairman stated that the Trust had received a letter from the Education Board, which was read and ordered to lie on the table. <box>595 1304 687 1360</box>
paragraph: The ordinary monthly meeting of the Masterton Trust Lands Trust was held last evening. Present: Messrs W. Lowes (in the chair), E. W. Brown, B. F. Perry, H. E. Eton, and J. Graham. The minutes of the previous meeting were read and confirmed. A credit balance of £73 was reported, and the accounts were passed for payment. <box>502 2002 590 2070</box>
heading: CRUSHED OATS <box>106 390 172 399</box>
paragraph: Beg to announce that they have recently erected NEW MACHINERY for crushing and grinding oats, maize, barley and wheat, for cattle, horses and pigs, and that they are now prepared to supply any quantity at the lowest rates. Their flour is guaranteed equal to any imported, and is made from the best Wairarapa wheat. <box>94 958 184 1025</box>
paragraph: The committee decided to leave the matter in the hands of the trustees. It was resolved that the vacancy on the committee be filled at the next meeting. The Chairman stated that the Trust had received a letter from the Education Board, which was read and ordered to lie on the table. <box>595 1418 687 1474</box>
heading: MR WALTER E. HALL, <box>310 445 389 467</box>
heading: Unequalled at the Price. <box>10 982 81 998</box>
paragraph: The ordinary monthly meeting of the Masterton Trust Lands Trust was held last evening. Present: Messrs W. Lowes (in the chair), E. W. Brown, B. F. Perry, H. E. Eton, and J. Graham. The minutes of the previous meeting were read and confirmed. A credit balance of £73 was reported, and the accounts were passed for payment. <box>502 1520 590 1587</box>
paragraph: The ordinary monthly meeting of the Masterton Trust Lands Trust was held last evening. Present: Messrs W. Lowes (in the chair), E. W. Brown, B. F. Perry, H. E. Eton, and J. Graham. The minutes of the previous meeting were read and confirmed. A credit balance of £73 was reported, and the accounts were passed for payment. <box>502 1589 590 1657</box>
paragraph: Have much pleasure in informing their numerous friends and patrons that, in order to afford the necessary facilities for the conduct of their rapidly increasing business, they have erected the large new premises now opened to the public, with every modern convenience for the display of goods. <box>189 926 294 976</box>
paragraph: Beg to announce that they have recently erected NEW MACHINERY for crushing and grinding oats, maize, barley and wheat, for cattle, horses and pigs, and that they are now prepared to supply any quantity at the lowest rates. Their flour is guaranteed equal to any imported, and is made from the best Wairarapa wheat. <box>94 1258 184 1326</box>
paragraph: It is the duty of the public to consider the position of affairs during the present crisis, and to make a careful review of the whole circumstances. The unions have rallied in great numbers; many of the meetings have been largely attended, and great interest has been shown in the proceedings of the council. The men are determined to stand by their leaders, and the employers are equally firm. <box>406 1802 497 1882</box>
paragraph: It is the duty of the public to consider the position of affairs during the present crisis, and to make a careful review of the whole circumstances. The unions have rallied in great numbers; many of the meetings have been largely attended, and great interest has been shown in the proceedings of the council. The men are determined to stand by their leaders, and the employers are equally firm. <box>406 506 497 586</box>
paragraph: Beg to announce that they have recently erected NEW MACHINERY for crushing and grinding oats, maize, barley and wheat, for cattle, horses and pigs, and that they are now prepared to supply any quantity at the lowest rates. Their flour is guaranteed equal to any imported, and is made from the best Wairarapa wheat. <box>94 1095 184 1163</box>
paragraph: The ordinary monthly meeting of the Masterton Trust Lands Trust was held last evening. Present: Messrs W. Lowes (in the chair), E. W. Brown, B. F. Perry, H. E. Eton, and J. Graham. The minutes of the previous meeting were read and confirmed. A credit balance of £73 was reported, and the accounts were passed for payment. <box>502 1451 590 1519</box>
advert-title: BOOT DEPOT! <box>18 761 73 794</box>
paragraph: The committee decided to leave the matter in the hands of the trustees. It was resolved that the vacancy on the committee be filled at the next meeting. The Chairman stated that the Trust had received a letter from the Education Board, which was read and ordered to lie on the table. <box>595 1588 687 1644</box>
paragraph: Ship fresh-roasted coffee and teas, well-assorted stocks of groceries, and every description of provisions on hand. Colonial and imported goods at the lowest cash prices. Earthenware, glassware and crockery in great variety; inspection of stock invited. Orders from the country punctually attended to. <box>2 1068 89 1131</box>
paragraph: The ordinary monthly meeting of the Masterton Trust Lands Trust was held last evening. Present: Messrs W. Lowes (in the chair), E. W. Brown, B. F. Perry, H. E. Eton, and J. Graham. The minutes of the previous meeting were read and confirmed. A credit balance of £73 was reported, and the accounts were passed for payment. <box>502 1727 590 1794</box>
advert-title: KIRKCALDIE <box>189 83 294 101</box>
paragraph: Have much pleasure in informing their numerous friends and patrons that, in order to afford the necessary facilities for the conduct of their rapidly increasing business, they have erected the large new premises now opened to the public, with every modern convenience for the display of goods. <box>189 861 294 910</box>
paragraph: The ordinary monthly meeting of the Masterton Trust Lands Trust was held last evening. Present: Messrs W. Lowes (in the chair), E. W. Brown, B. F. Perry, H. E. Eton, and J. Graham. The minutes of the previous meeting were read and confirmed. A credit balance of £73 was reported, and the accounts were passed for payment. <box>502 969 590 1037</box>
paragraph: The ordinary monthly meeting of the Masterton Trust Lands Trust was held last evening. Present: Messrs W. Lowes (in the chair), E. W. Brown, B. F. Perry, H. E. Eton, and J. Graham. The minutes of the previous meeting were read and confirmed. A credit balance of £73 was reported, and the accounts were passed for payment. <box>502 1107 590 1174</box>
paragraph: Having decided to make the filling of artificial teeth his speciality, he will attend at Masterton every week. Extractions carefully performed. Full and partial sets made and fitted on the shortest notice. Consultations free, at moderate fees, every Thursday. <box>299 1007 401 1050</box>
paragraph: The committee decided to leave the matter in the hands of the trustees. It was resolved that the vacancy on the committee be filled at the next meeting. The Chairman stated that the Trust had received a letter from the Education Board, which was read and ordered to lie on the table. <box>595 1078 687 1133</box>
heading: Men's Pegged Water-tights, <box>4 953 88 970</box>
heading: FRANK FEIST, <box>99 1424 179 1436</box>
paragraph: A number of merchants have received by post twenty-four hours' notice to the carters and storemen to choose whether they will remain in their situations or cease work. The Premier has declined to interfere. The Union Steamship Company is working its vessels with free labour, and trade is at a complete standstill. <box>692 1755 785 1816</box>
heading: Large Consignment MEN'S <box>6 842 85 859</box>
advert-title: STAINS <box>210 113 273 131</box>
heading: MR. WM. WATTERSALL <box>18 1132 73 1149</box>
advert-title: CENTRAL <box>16 743 75 757</box>
line: ALL SIZES. <box>29 898 62 905</box>
paragraph: The ordinary monthly meeting of the Masterton Trust Lands Trust was held last evening. Present: Messrs W. Lowes (in the chair), E. W. Brown, B. F. Perry, H. E. Eton, and J. Graham. The minutes of the previous meeting were read and confirmed. A credit balance of £73 was reported, and the accounts were passed for payment. <box>502 2140 590 2207</box>
paragraph: The committee decided to leave the matter in the hands of the trustees. It was resolved that the vacancy on the committee be filled at the next meeting. The Chairman stated that the Trust had received a letter from the Education Board, which was read and ordered to lie on the table. <box>595 1191 687 1246</box>
